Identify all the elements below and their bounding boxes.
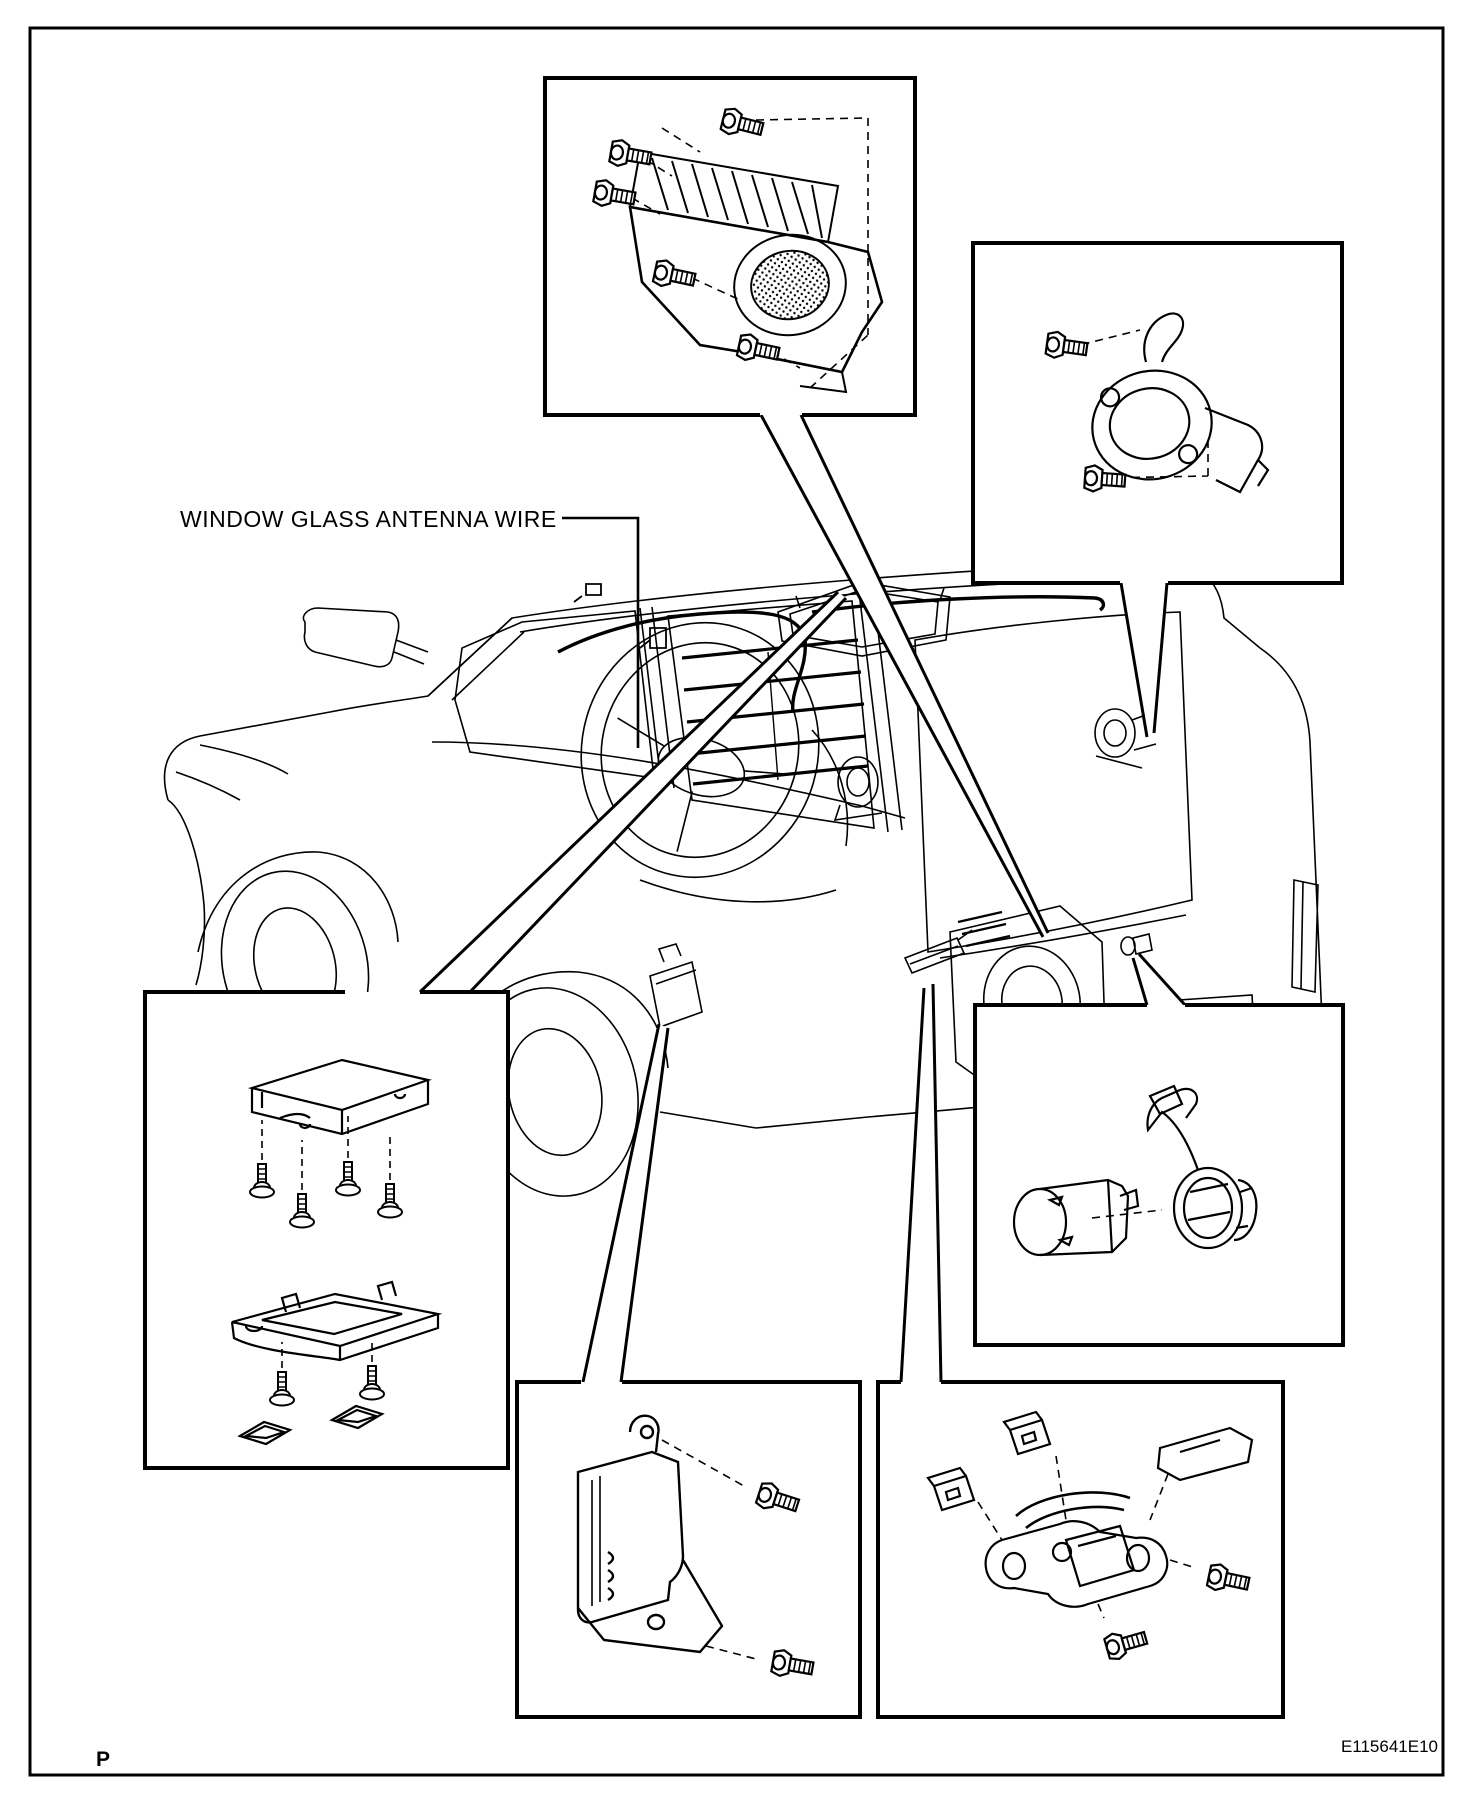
figure-code: E115641E10 [1340, 1737, 1438, 1756]
callout-connector-bracket-box [878, 1382, 1283, 1717]
amplifier-location-on-vehicle [650, 944, 702, 1027]
callout-antenna-socket-box [975, 1005, 1343, 1345]
antenna-plug-location-on-vehicle [1121, 934, 1152, 955]
antenna-wire-callout [180, 506, 638, 748]
callout-quarter-speaker-box [545, 78, 915, 415]
connector-location-on-vehicle [905, 930, 972, 973]
antenna-wire-label: WINDOW GLASS ANTENNA WIRE [180, 506, 557, 532]
callout-amplifier-box [517, 1382, 860, 1717]
callout-tweeter-box [973, 243, 1342, 583]
page-letter: P [96, 1748, 111, 1771]
callout-receiver-box [145, 992, 508, 1468]
